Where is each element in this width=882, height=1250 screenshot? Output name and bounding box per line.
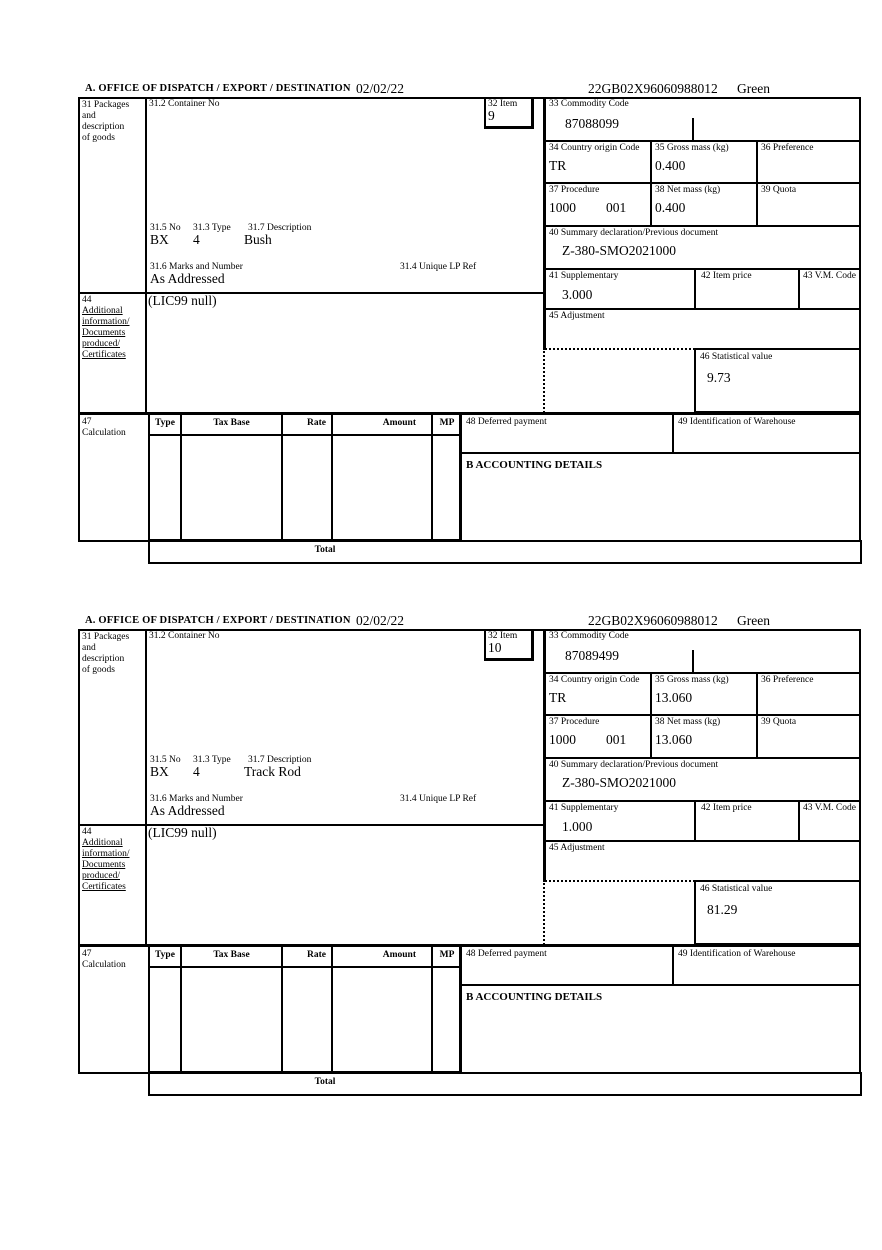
divider [694, 800, 696, 840]
routing-status: Green [737, 613, 770, 628]
divider [545, 714, 861, 716]
packages-label: 31 Packages and description of goods [82, 100, 130, 143]
divider [756, 140, 758, 225]
dispatch-date: 02/02/22 [356, 81, 405, 96]
summary-declaration-label: 40 Summary declaration/Previous document [549, 760, 719, 770]
divider [460, 984, 861, 986]
pkg-type-label: 31.3 Type [193, 223, 231, 233]
country-origin-value: TR [549, 690, 567, 705]
lp-ref-label: 31.4 Unique LP Ref [400, 262, 477, 272]
divider [545, 757, 861, 759]
lp-ref-label: 31.4 Unique LP Ref [400, 794, 477, 804]
gross-mass-value: 13.060 [655, 690, 693, 705]
tax-table [148, 945, 461, 1073]
gross-mass-label: 35 Gross mass (kg) [655, 675, 729, 685]
vm-code-label: 43 V.M. Code [803, 271, 856, 281]
divider [545, 225, 861, 227]
divider [692, 118, 694, 140]
item-number-value: 9 [488, 108, 495, 123]
supplementary-value: 3.000 [562, 287, 593, 302]
divider [798, 268, 800, 308]
statistical-value-label: 46 Statistical value [700, 352, 773, 362]
net-mass-value: 0.400 [655, 200, 686, 215]
tax-table [148, 413, 461, 541]
pkg-type-value: 4 [193, 764, 200, 779]
divider [431, 945, 433, 1073]
pkg-no-label: 31.5 No [150, 223, 181, 233]
packages-label: 31 Packages and description of goods [82, 632, 130, 675]
routing-status: Green [737, 81, 770, 96]
preference-label: 36 Preference [761, 675, 814, 685]
calculation-label: 47 Calculation [82, 949, 126, 970]
commodity-code-label: 33 Commodity Code [549, 99, 629, 109]
goods-description-value: Bush [244, 232, 272, 247]
additional-info-value: (LIC99 null) [148, 293, 217, 308]
gross-mass-value: 0.400 [655, 158, 686, 173]
divider [543, 308, 546, 348]
col-header-tax-base: Tax Base [213, 950, 250, 960]
divider [180, 945, 182, 1073]
divider [672, 413, 674, 454]
procedure-value-2: 001 [606, 732, 627, 747]
divider [694, 268, 696, 308]
office-of-dispatch-label: A. OFFICE OF DISPATCH / EXPORT / DESTINATION [85, 83, 351, 94]
col-header-type: Type [155, 950, 175, 960]
item-price-label: 42 Item price [701, 803, 752, 813]
divider [543, 840, 546, 880]
dotted-divider [543, 880, 545, 945]
supplementary-label: 41 Supplementary [549, 271, 619, 281]
divider [180, 413, 182, 541]
divider [650, 140, 652, 225]
pkg-desc-label: 31.7 Description [248, 755, 312, 765]
divider [545, 672, 861, 674]
col-header-mp: MP [439, 418, 455, 428]
quota-label: 39 Quota [761, 185, 797, 195]
gross-mass-label: 35 Gross mass (kg) [655, 143, 729, 153]
declaration-reference: 22GB02X96060988012 [588, 81, 718, 96]
country-origin-value: TR [549, 158, 567, 173]
col-header-rate: Rate [307, 418, 326, 428]
divider [281, 413, 283, 541]
divider [145, 629, 147, 945]
divider [545, 140, 861, 142]
procedure-label: 37 Procedure [549, 185, 600, 195]
warehouse-label: 49 Identification of Warehouse [678, 949, 796, 959]
divider [543, 97, 546, 310]
col-header-tax-base: Tax Base [213, 418, 250, 428]
dispatch-date: 02/02/22 [356, 613, 405, 628]
summary-declaration-label: 40 Summary declaration/Previous document [549, 228, 719, 238]
pkg-desc-label: 31.7 Description [248, 223, 312, 233]
marks-label: 31.6 Marks and Number [150, 262, 243, 272]
divider [281, 945, 283, 1073]
container-no-label: 31.2 Container No [149, 99, 220, 109]
procedure-value-1: 1000 [549, 732, 576, 747]
col-header-rate: Rate [307, 950, 326, 960]
country-origin-label: 34 Country origin Code [549, 143, 640, 153]
divider [431, 413, 433, 541]
item-price-label: 42 Item price [701, 271, 752, 281]
item-label: 32 Item [488, 631, 518, 641]
preference-label: 36 Preference [761, 143, 814, 153]
pkg-no-value: BX [150, 232, 169, 247]
col-header-amount: Amount [382, 418, 416, 428]
declaration-reference: 22GB02X96060988012 [588, 613, 718, 628]
divider [756, 672, 758, 757]
statistical-value-label: 46 Statistical value [700, 884, 773, 894]
country-origin-label: 34 Country origin Code [549, 675, 640, 685]
marks-value: As Addressed [150, 803, 225, 818]
net-mass-value: 13.060 [655, 732, 693, 747]
adjustment-label: 45 Adjustment [549, 843, 605, 853]
vm-code-label: 43 V.M. Code [803, 803, 856, 813]
summary-declaration-value: Z-380-SMO2021000 [562, 775, 676, 790]
item-label: 32 Item [488, 99, 518, 109]
divider [331, 413, 333, 541]
divider [692, 650, 694, 672]
procedure-value-2: 001 [606, 200, 627, 215]
statistical-value: 81.29 [707, 902, 738, 917]
commodity-code-label: 33 Commodity Code [549, 631, 629, 641]
marks-value: As Addressed [150, 271, 225, 286]
additional-info-label: 44 Additional information/ Documents produced/ Certificates [82, 827, 130, 892]
customs-item-section-2 [0, 614, 882, 1100]
container-no-label: 31.2 Container No [149, 631, 220, 641]
accounting-details-label: B ACCOUNTING DETAILS [466, 459, 603, 471]
net-mass-label: 38 Net mass (kg) [655, 185, 721, 195]
pkg-type-value: 4 [193, 232, 200, 247]
total-label: Total [314, 545, 336, 555]
calculation-label: 47 Calculation [82, 417, 126, 438]
divider [545, 800, 861, 802]
supplementary-value: 1.000 [562, 819, 593, 834]
divider [543, 629, 546, 842]
office-of-dispatch-label: A. OFFICE OF DISPATCH / EXPORT / DESTINATION [85, 615, 351, 626]
divider [460, 452, 861, 454]
divider [545, 268, 861, 270]
dotted-divider [545, 880, 695, 882]
additional-info-value: (LIC99 null) [148, 825, 217, 840]
dotted-divider [545, 348, 695, 350]
commodity-code-value: 87089499 [565, 648, 619, 663]
net-mass-label: 38 Net mass (kg) [655, 717, 721, 727]
summary-declaration-value: Z-380-SMO2021000 [562, 243, 676, 258]
procedure-label: 37 Procedure [549, 717, 600, 727]
goods-description-value: Track Rod [244, 764, 301, 779]
pkg-no-value: BX [150, 764, 169, 779]
commodity-code-value: 87088099 [565, 116, 619, 131]
divider [545, 308, 861, 310]
additional-info-label: 44 Additional information/ Documents produced/ Certificates [82, 295, 130, 360]
deferred-payment-label: 48 Deferred payment [466, 417, 547, 427]
quota-label: 39 Quota [761, 717, 797, 727]
adjustment-label: 45 Adjustment [549, 311, 605, 321]
divider [545, 182, 861, 184]
dotted-divider [543, 348, 545, 413]
supplementary-label: 41 Supplementary [549, 803, 619, 813]
divider [460, 413, 462, 541]
col-header-type: Type [155, 418, 175, 428]
warehouse-label: 49 Identification of Warehouse [678, 417, 796, 427]
col-header-amount: Amount [382, 950, 416, 960]
divider [331, 945, 333, 1073]
pkg-no-label: 31.5 No [150, 755, 181, 765]
accounting-details-label: B ACCOUNTING DETAILS [466, 991, 603, 1003]
procedure-value-1: 1000 [549, 200, 576, 215]
divider [545, 840, 861, 842]
divider [798, 800, 800, 840]
item-number-value: 10 [488, 640, 502, 655]
divider [650, 672, 652, 757]
statistical-value: 9.73 [707, 370, 731, 385]
marks-label: 31.6 Marks and Number [150, 794, 243, 804]
customs-item-section-1 [0, 82, 882, 568]
divider [672, 945, 674, 986]
divider [145, 97, 147, 413]
divider [148, 434, 461, 436]
deferred-payment-label: 48 Deferred payment [466, 949, 547, 959]
pkg-type-label: 31.3 Type [193, 755, 231, 765]
col-header-mp: MP [439, 950, 455, 960]
divider [460, 945, 462, 1073]
divider [148, 966, 461, 968]
total-label: Total [314, 1077, 336, 1087]
